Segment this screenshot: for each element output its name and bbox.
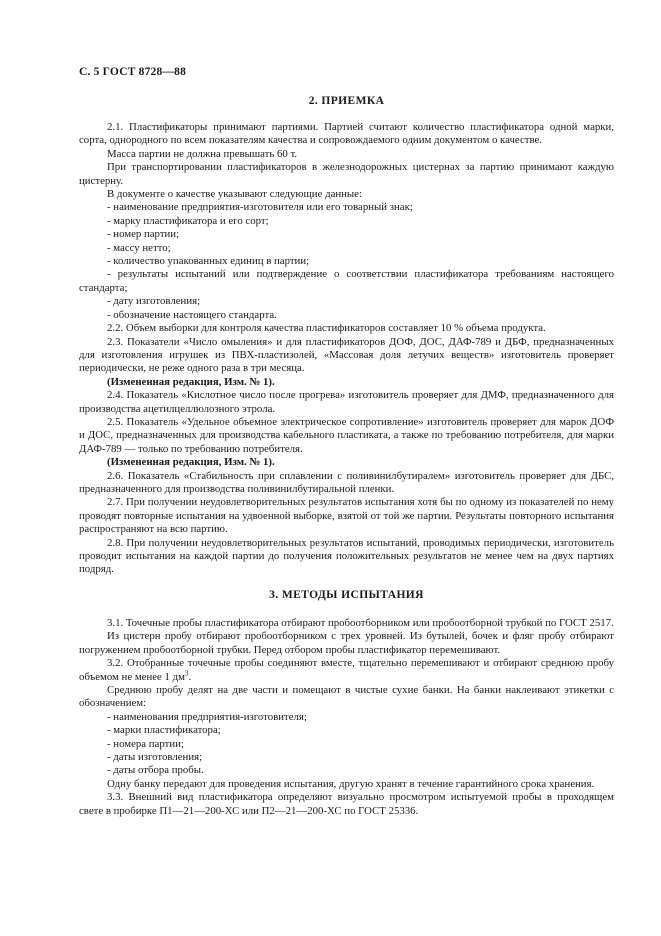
paragraph: Из цистерн пробу отбирают пробоотборником с трех уровней. Из бутылей, бочек и фляг пробу отбирают погружением пробоотборной трубки. Перед отбором пробы пластификатор перемешивают. xyxy=(79,630,614,656)
list-item: - номера партии; xyxy=(107,737,184,750)
paragraph: В документе о качестве указывают следующие данные: xyxy=(107,188,362,201)
paragraph: Масса партии не должна превышать 60 т. xyxy=(107,147,298,160)
amendment-note: (Измененная редакция, Изм. № 1). xyxy=(107,456,275,469)
list-item: - обозначение настоящего стандарта. xyxy=(107,308,277,321)
list-item: - массу нетто; xyxy=(107,241,171,254)
paragraph: 3.1. Точечные пробы пластификатора отбирают пробоотборником или пробоотборной трубкой по ГОСТ 2517. xyxy=(107,617,614,629)
list-item: - марку пластификатора и его сорт; xyxy=(107,214,269,227)
list-item: - наименования предприятия-изготовителя; xyxy=(107,710,307,723)
paragraph: Среднюю пробу делят на две части и помещают в чистые сухие банки. На банки наклеивают этикетки с обозначением: xyxy=(79,684,614,710)
paragraph: Одну банку передают для проведения испытания, другую хранят в течение гарантийного срока хранения. xyxy=(107,777,595,790)
list-item: - марки пластификатора; xyxy=(107,724,221,737)
amendment-note: (Измененная редакция, Изм. № 1). xyxy=(107,375,275,388)
list-item: - даты отбора пробы. xyxy=(107,764,204,777)
list-item: - номер партии; xyxy=(107,228,180,241)
paragraph: При транспортировании пластификаторов в железнодорожных цистернах за партию принимают каждую цистерну. xyxy=(79,161,614,187)
paragraph xyxy=(79,657,614,684)
paragraph: 2.7. При получении неудовлетворительных результатов испытания хотя бы по одному из показателей по нему проводят повторные испытания на удвоенной выборке, взятой от той же партии. Результаты повторного испытания распространяют на всю партию. xyxy=(79,496,614,536)
page-header: С. 5 ГОСТ 8728—88 xyxy=(79,66,187,78)
section-3-body xyxy=(79,617,614,818)
section-3-title: 3. МЕТОДЫ ИСПЫТАНИЯ xyxy=(269,589,424,601)
paragraph: 2.8. При получении неудовлетворительных результатов испытаний, проводимых периодически, изготовитель проводит испытания на каждой партии до получения положительных результатов не менее чем на двух партиях подряд. xyxy=(79,536,614,576)
list-item: - наименование предприятия-изготовителя или его товарный знак; xyxy=(107,201,413,214)
paragraph: 2.5. Показатель «Удельное объемное электрическое сопротивление» изготовитель проверяет для марок ДОФ и ДОС, предназначенных для производства кабельного пластиката, а также по требованию потребителя, для марки ДАФ-789 — только по требованию потребителя. xyxy=(79,415,614,455)
list-item: - дату изготовления; xyxy=(107,295,201,308)
paragraph: 2.1. Пластификаторы принимают партиями. Партией считают количество пластификатора одной марки, сорта, однородного по всем показателям качества и сопровождаемого одним документом о качестве. xyxy=(79,121,614,147)
superscript: 3 xyxy=(184,669,189,678)
paragraph: 3.3. Внешний вид пластификатора определяют визуально просмотром испытуемой пробы в проходящем свете в пробирке П1—21—200-ХС или П2—21—200-ХС по ГОСТ 25336. xyxy=(79,791,614,817)
section-2-body xyxy=(79,121,614,577)
paragraph: 2.6. Показатель «Стабильность при сплавлении с поливинилбутиралем» изготовитель проверяет для ДБС, предназначенного для производства поливинилбутиральной пленки. xyxy=(79,469,614,495)
list-item: - результаты испытаний или подтверждение о соответствии пластификатора требованиям настоящего стандарта; xyxy=(79,268,614,294)
sentence-end: . xyxy=(188,670,192,683)
paragraph: 2.2. Объем выборки для контроля качества пластификаторов составляет 10 % объема продукта. xyxy=(107,322,546,335)
paragraph: 2.3. Показатели «Число омыления» и для пластификаторов ДОФ, ДОС, ДАФ-789 и ДБФ, предназначенных для изготовления игрушек из ПВХ-пластизолей, «Массовая доля летучих веществ» изготовитель проверяет периодически, не реже одного раза в три месяца. xyxy=(79,335,614,375)
list-item: - даты изготовления; xyxy=(107,751,203,764)
list-item: - количество упакованных единиц в партии; xyxy=(107,255,310,268)
paragraph-text: 3.2. Отобранные точечные пробы соединяют вместе, тщательно перемешивают и отбирают среднюю пробу объемом не менее 1 дм xyxy=(79,657,614,683)
section-2-title: 2. ПРИЕМКА xyxy=(308,95,385,107)
paragraph: 2.4. Показатель «Кислотное число после прогрева» изготовитель проверяет для ДМФ, предназначенного для производства ацетилцеллюлозного этрола. xyxy=(79,389,614,415)
